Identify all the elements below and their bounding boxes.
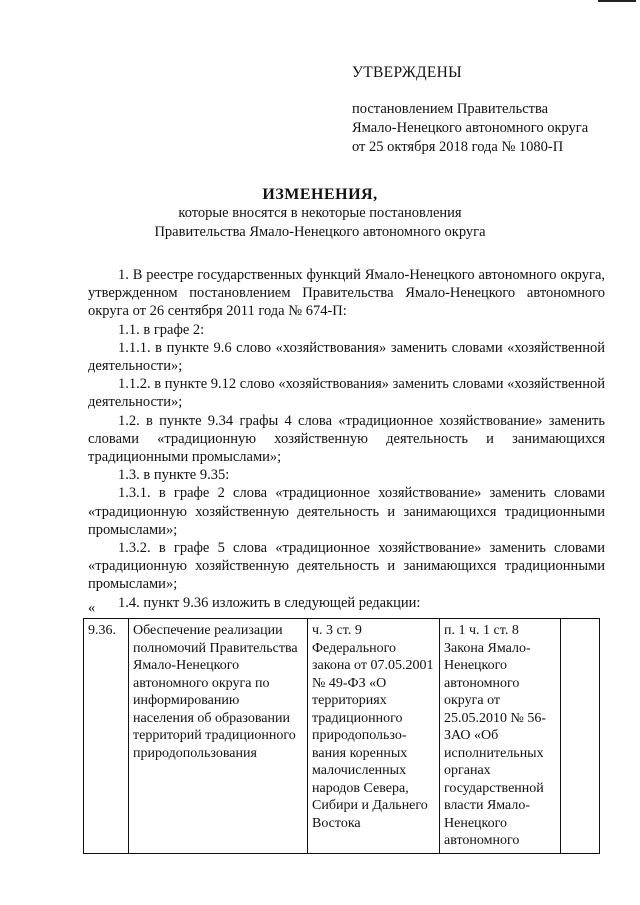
opening-quote: « <box>88 600 96 616</box>
paragraph-1-3-1: 1.3.1. в графе 2 слова «традиционное хозяйствование» заменить словами «традиционную хозяйственную деятельность и занимающихся традиционными промыслами»; <box>88 485 605 538</box>
approval-heading: УТВЕРЖДЕНЫ <box>352 64 462 81</box>
paragraph-1-1: 1.1. в графе 2: <box>118 321 205 338</box>
approval-line-2: Ямало-Ненецкого автономного округа <box>352 120 589 136</box>
cell-item-number: 9.36. <box>84 619 129 854</box>
approval-line-1: постановлением Правительства <box>352 101 549 117</box>
cell-federal-basis: ч. 3 ст. 9 Федерального закона от 07.05.2001 № 49-ФЗ «О территориях традиционного природопользо-вания коренных малочисленных народов Севера, Сибири и Дальнего Востока <box>308 619 440 854</box>
cell-regional-basis: п. 1 ч. 1 ст. 8 Закона Ямало-Ненецкого автономного округа от 25.05.2010 № 56-ЗАО «Об исполнительных органах государственной власти Ямало-Ненецкого автономного <box>440 619 561 854</box>
cell-function-name: Обеспечение реализации полномочий Правительства Ямало-Ненецкого автономного округа по информированию населения об образовании территорий традиционного природопользования <box>129 619 308 854</box>
table-row <box>84 619 600 854</box>
document-title: ИЗМЕНЕНИЯ, <box>262 186 378 203</box>
paragraph-1-2: 1.2. в пункте 9.34 графы 4 слова «традиционное хозяйствование» заменить словами «традиционную хозяйственную деятельность и занимающихся традиционными промыслами»; <box>88 412 605 466</box>
paragraph-1: 1. В реестре государственных функций Ямало-Ненецкого автономного округа, утвержденном постановлением Правительства Ямало-Ненецкого автономного округа от 26 сентября 2011 года № 674-П: <box>88 267 605 320</box>
document-subtitle-line-2: Правительства Ямало-Ненецкого автономного округа <box>154 224 486 240</box>
paragraph-1-3-2: 1.3.2. в графе 5 слова «традиционное хозяйствование» заменить словами «традиционную хозяйственную деятельность и занимающихся традиционными промыслами»; <box>88 540 605 593</box>
document-subtitle-line-1: которые вносятся в некоторые постановления <box>178 205 462 221</box>
paragraph-1-1-1: 1.1.1. в пункте 9.6 слово «хозяйствования» заменить словами «хозяйственной деятельности»; <box>88 339 605 375</box>
document-body <box>88 266 605 612</box>
scan-edge-mark <box>598 0 636 2</box>
cell-empty <box>561 619 600 854</box>
approval-line-3: от 25 октября 2018 года № 1080-П <box>352 139 564 155</box>
amendment-table <box>83 618 600 854</box>
document-title-block <box>0 185 640 242</box>
paragraph-1-3: 1.3. в пункте 9.35: <box>118 467 230 484</box>
paragraph-1-4: 1.4. пункт 9.36 изложить в следующей редакции: <box>118 594 421 611</box>
paragraph-1-1-2: 1.1.2. в пункте 9.12 слово «хозяйствования» заменить словами «хозяйственной деятельности»; <box>88 376 605 411</box>
approval-block <box>352 63 588 157</box>
